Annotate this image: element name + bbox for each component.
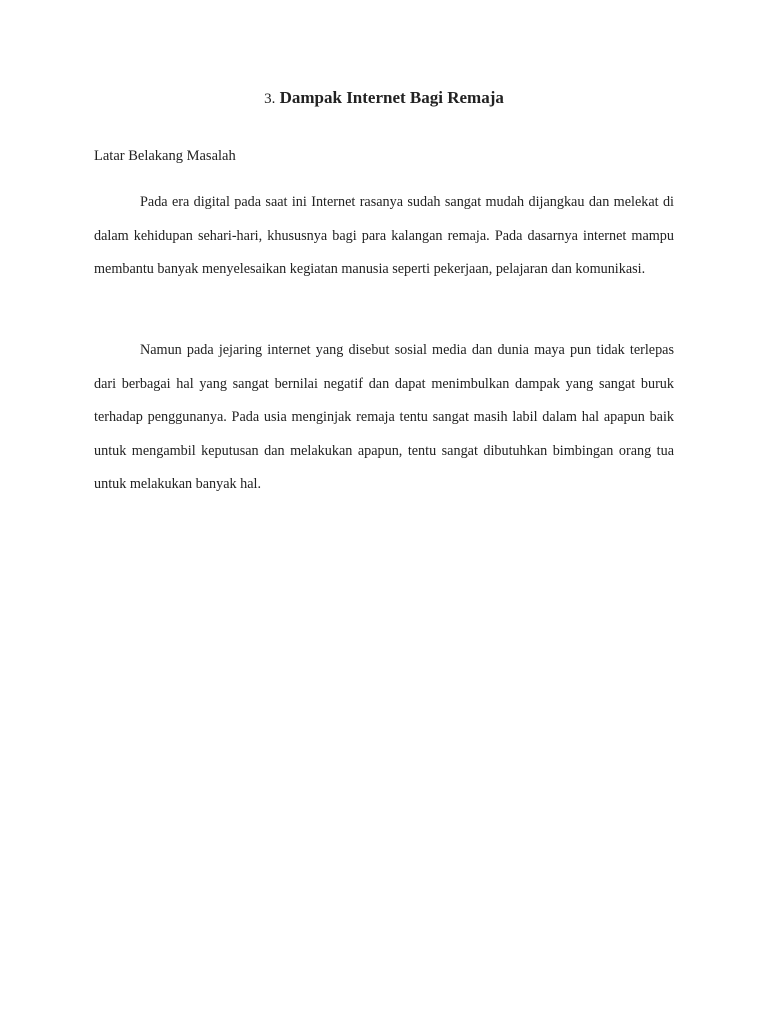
title-number: 3. [264,91,276,107]
paragraph-block-2 [94,334,674,502]
document-title [0,86,768,111]
title-text: Dampak Internet Bagi Remaja [279,88,504,107]
section-heading: Latar Belakang Masalah [94,148,236,164]
paragraph-block-1 [94,186,674,287]
paragraph-1: Pada era digital pada saat ini Internet rasanya sudah sangat mudah dijangkau dan melekat di dalam kehidupan sehari-hari, khususnya bagi para kalangan remaja. Pada dasarnya internet mampu membantu banyak menyelesaikan kegiatan manusia seperti pekerjaan, pelajaran dan komunikasi. [94,194,674,277]
paragraph-2: Namun pada jejaring internet yang disebut sosial media dan dunia maya pun tidak terlepas dari berbagai hal yang sangat bernilai negatif dan dapat menimbulkan dampak yang sangat buruk terhadap penggunanya. Pada usia menginjak remaja tentu sangat masih labil dalam hal apapun baik untuk mengambil keputusan dan melakukan apapun, tentu sangat dibutuhkan bimbingan orang tua untuk melakukan banyak hal. [94,342,674,492]
